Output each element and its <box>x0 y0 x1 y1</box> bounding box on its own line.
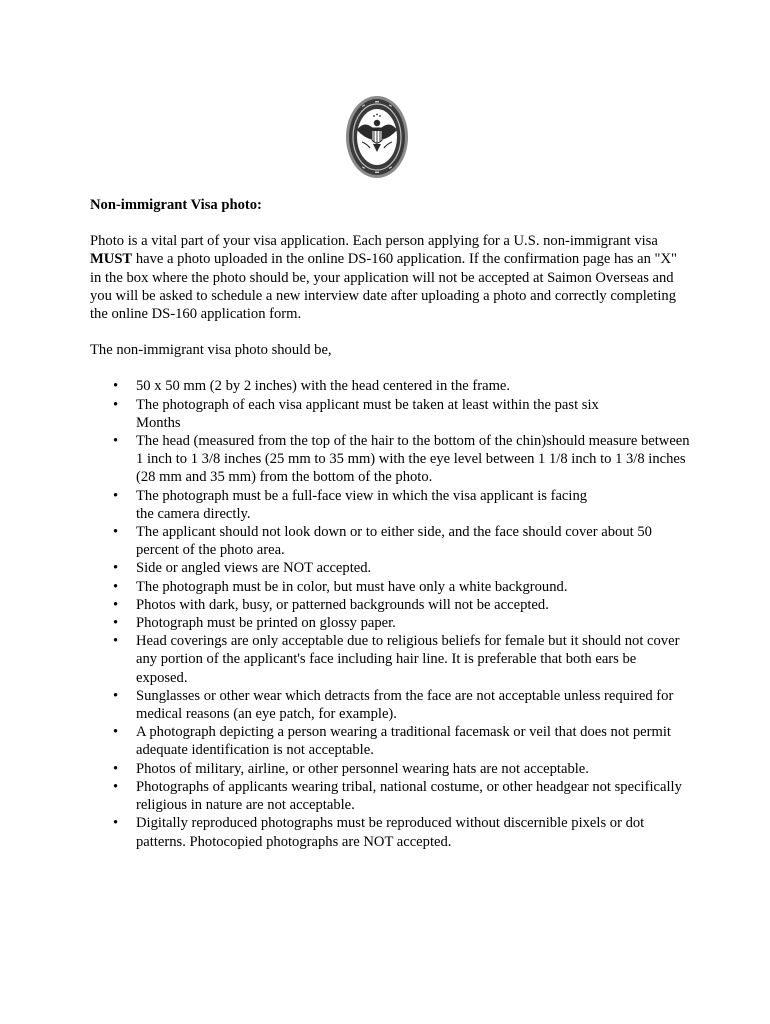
list-item: • The photograph of each visa applicant must be taken at least within the past six Months <box>136 396 690 432</box>
list-item: • The photograph must be a full-face view in which the visa applicant is facing the camera directly. <box>136 487 690 523</box>
list-item: • Photos of military, airline, or other personnel wearing hats are not acceptable. <box>136 760 690 778</box>
list-item: • Digitally reproduced photographs must be reproduced without discernible pixels or dot patterns. Photocopied photographs are NOT accepted. <box>136 814 690 850</box>
intro-text-start: Photo is a vital part of your visa application. Each person applying for a U.S. non-immigrant visa <box>90 233 658 250</box>
list-item: • Head coverings are only acceptable due to religious beliefs for female but it should not cover any portion of the applicant's face including hair line. It is preferable that both ears be exposed. <box>136 632 690 687</box>
list-item: • The head (measured from the top of the hair to the bottom of the chin)should measure between 1 inch to 1 3/8 inches (25 mm to 35 mm) with the eye level between 1 1/8 inch to 1 3/8 inches (28 mm and 35 mm) from the bottom of the photo. <box>136 432 690 487</box>
intro-emphasis: MUST <box>90 251 133 268</box>
page-title: Non-immigrant Visa photo: <box>90 197 262 213</box>
list-item: • Photograph must be printed on glossy paper. <box>136 614 690 632</box>
requirements-list <box>90 377 690 850</box>
list-item: • The applicant should not look down or to either side, and the face should cover about 50 percent of the photo area. <box>136 523 690 559</box>
list-item: • A photograph depicting a person wearing a traditional facemask or veil that does not permit adequate identification is not acceptable. <box>136 723 690 759</box>
list-item: • 50 x 50 mm (2 by 2 inches) with the head centered in the frame. <box>136 377 690 395</box>
list-item: • Sunglasses or other wear which detracts from the face are not acceptable unless required for medical reasons (an eye patch, for example). <box>136 687 690 723</box>
list-item: • Photographs of applicants wearing tribal, national costume, or other headgear not specifically religious in nature are not acceptable. <box>136 778 690 814</box>
document-body <box>90 196 690 851</box>
list-item: • Side or angled views are NOT accepted. <box>136 559 690 577</box>
list-item: • Photos with dark, busy, or patterned backgrounds will not be accepted. <box>136 596 690 614</box>
requirements-lead: The non-immigrant visa photo should be, <box>90 342 332 359</box>
list-item: • The photograph must be in color, but must have only a white background. <box>136 578 690 596</box>
intro-text-end: have a photo uploaded in the online DS-160 application. If the confirmation page has an "X" in the box where the photo should be, your application will not be accepted at Saimon Overseas and you will be asked to schedule a new interview date after uploading a photo and correctly completing the online DS-160 application form. <box>90 251 678 323</box>
embassy-seal-icon <box>344 94 410 180</box>
intro-paragraph <box>90 232 690 323</box>
